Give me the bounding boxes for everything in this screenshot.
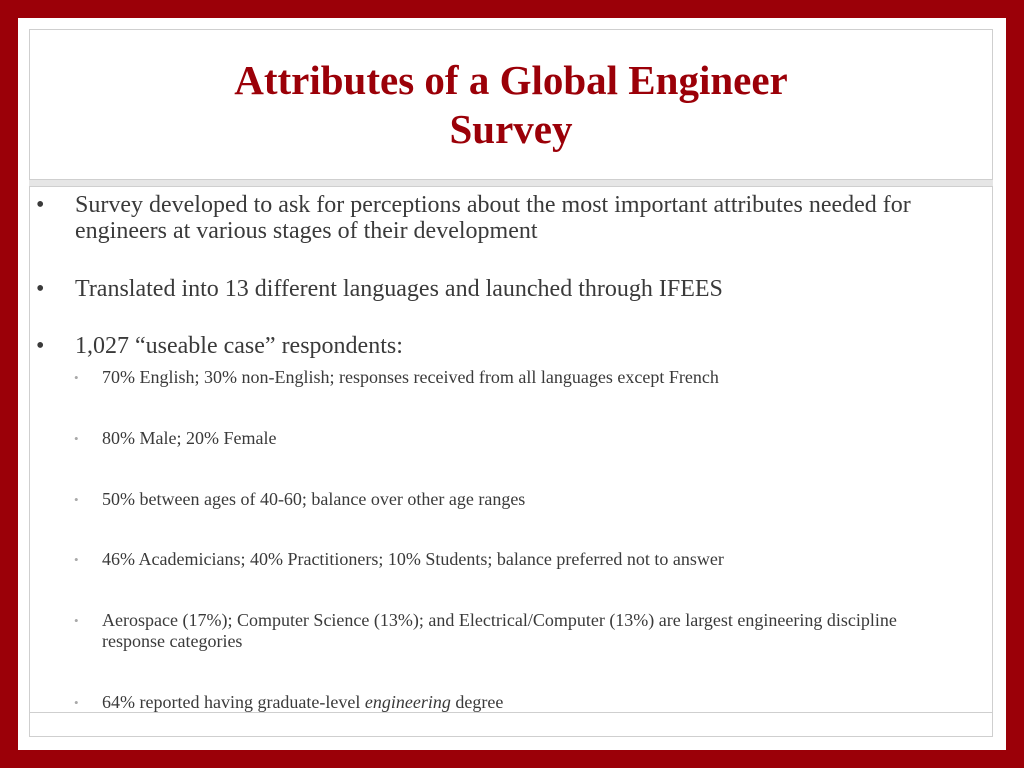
sub-bullet-icon: • [74, 370, 79, 385]
bullet-item [36, 276, 991, 302]
sub-bullet-text: 70% English; 30% non-English; responses received from all languages except French [102, 367, 719, 387]
sub-bullet-text-start: 64% reported having graduate-level [102, 692, 365, 712]
sub-bullet-text: 50% between ages of 40-60; balance over other age ranges [102, 489, 526, 509]
sub-bullet-text: 80% Male; 20% Female [102, 428, 277, 448]
bullet-icon: • [36, 333, 45, 359]
sub-bullet-icon: • [74, 613, 79, 628]
bullet-icon: • [36, 276, 45, 302]
slide-title-line-1: Attributes of a Global Engineer [234, 57, 788, 103]
sub-bullet-text-emphasis: engineering [364, 692, 451, 712]
sub-bullet-item [74, 428, 959, 449]
bullet-text: 1,027 “useable case” respondents: [75, 333, 403, 359]
sub-bullet-item [74, 549, 959, 570]
sub-bullet-text [102, 692, 959, 713]
bullet-icon: • [36, 192, 45, 218]
bullet-item [36, 192, 991, 244]
sub-bullet-icon: • [74, 492, 79, 507]
sub-bullet-text-end: degree [450, 692, 504, 712]
sub-bullet-text: 46% Academicians; 40% Practitioners; 10% Students; balance preferred not to answer [102, 549, 724, 569]
slide-title-line-2: Survey [449, 106, 573, 152]
bullet-text: Translated into 13 different languages and launched through IFEES [75, 276, 723, 302]
sub-bullet-text: Aerospace (17%); Computer Science (13%); and Electrical/Computer (13%) are largest engineering discipline response categories [102, 610, 897, 651]
bullet-item [36, 333, 991, 359]
slide-title [29, 56, 993, 154]
sub-bullet-item [74, 610, 959, 652]
sub-bullet-icon: • [74, 431, 79, 446]
sub-bullet-item [74, 367, 959, 388]
bullet-text: Survey developed to ask for perceptions about the most important attributes needed for engineers at various stages of their development [75, 192, 911, 244]
title-divider [29, 179, 993, 187]
slide-panel [18, 18, 1006, 750]
sub-bullet-item [74, 692, 959, 713]
sub-bullet-icon: • [74, 695, 79, 710]
sub-bullet-icon: • [74, 552, 79, 567]
sub-bullet-item [74, 489, 959, 510]
